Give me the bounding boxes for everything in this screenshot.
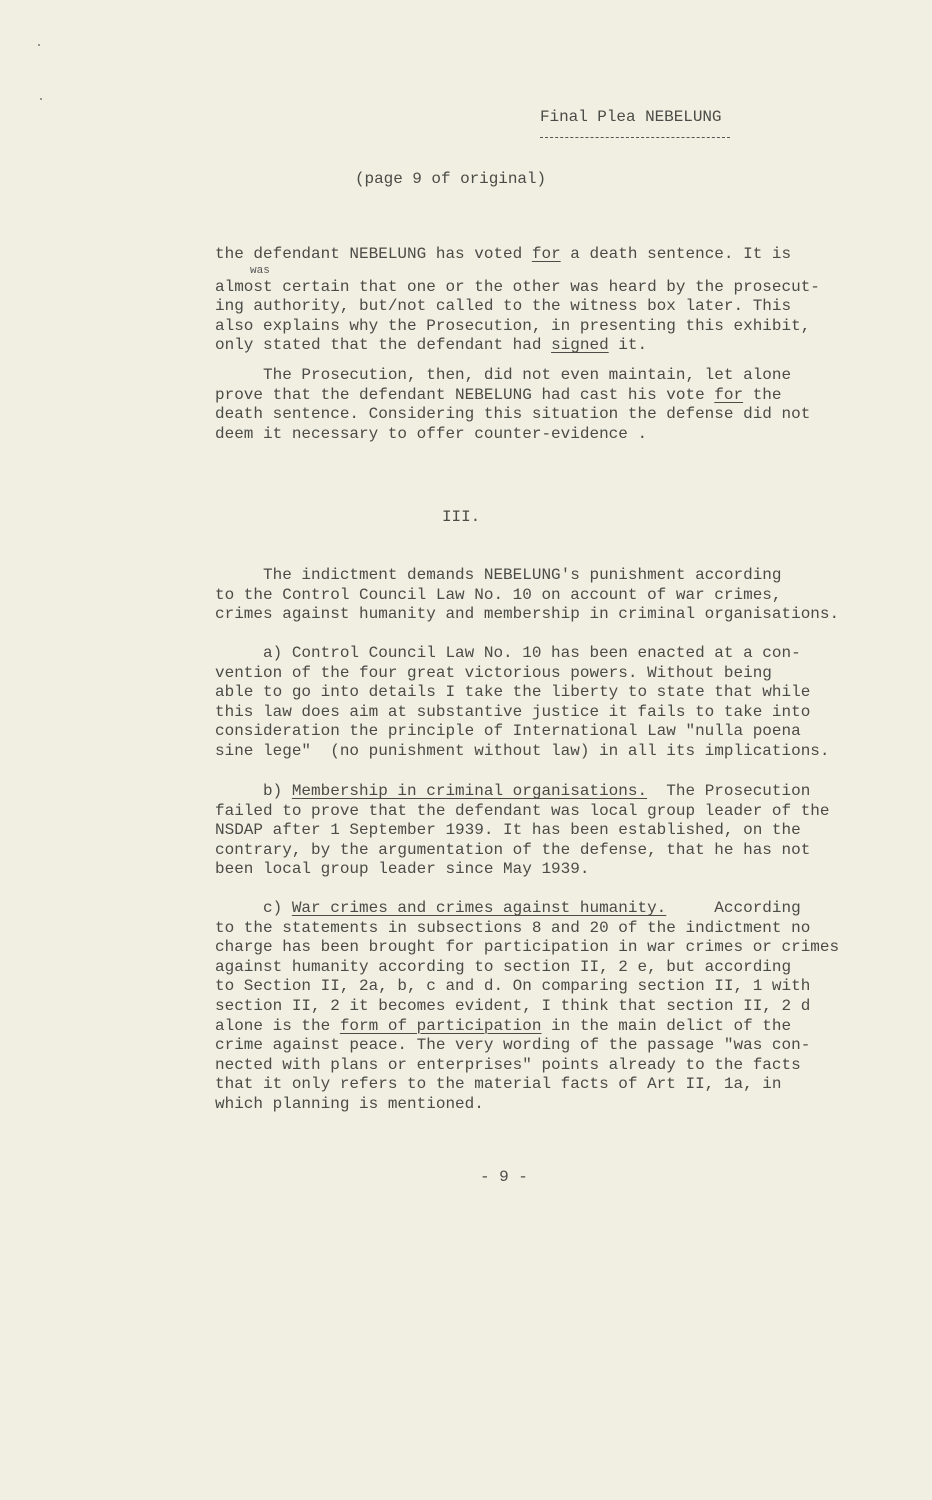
- text-line: [215, 841, 830, 861]
- text-segment: The Prosecution, then, did not even maintain, let alone: [215, 366, 792, 384]
- text-line: [215, 1075, 839, 1095]
- text-segment: section II, 2 it becomes evident, I think that section II, 2 d: [215, 996, 811, 1015]
- underlined-text: War crimes and crimes against humanity.: [291, 899, 667, 917]
- text-segment: the defendant NEBELUNG has voted: [215, 245, 532, 263]
- paragraph-indictment: [215, 566, 839, 625]
- text-segment: The indictment demands NEBELUNG's punishment according: [215, 566, 782, 584]
- paper-speck: [40, 98, 42, 100]
- text-line: [215, 566, 839, 586]
- text-line: [215, 802, 830, 822]
- text-line: [215, 366, 810, 386]
- text-line: [215, 386, 810, 406]
- text-line: [215, 703, 830, 723]
- text-line: [215, 605, 839, 625]
- text-line: [215, 958, 839, 978]
- handwritten-insertion: was: [250, 265, 270, 277]
- text-segment: to the Control Council Law No. 10 on account of war crimes,: [215, 585, 782, 604]
- paragraph-b-membership: [215, 782, 830, 880]
- text-segment: to Section II, 2a, b, c and d. On comparing section II, 1 with: [215, 977, 811, 996]
- text-segment: According: [666, 899, 801, 917]
- text-segment: c): [215, 899, 292, 917]
- text-line: [215, 919, 839, 939]
- paragraph-a-control-council-law: [215, 644, 830, 762]
- text-segment: sine lege" (no punishment without law) in all its implications.: [215, 741, 830, 760]
- text-segment: been local group leader since May 1939.: [215, 860, 590, 879]
- text-segment: The Prosecution: [647, 782, 811, 800]
- paragraph-prosecution: [215, 366, 810, 444]
- text-segment: this law does aim at substantive justice it fails to take into: [215, 702, 811, 721]
- text-segment: charge has been brought for participation in war crimes or crimes: [215, 938, 840, 957]
- text-segment: nected with plans or enterprises" points already to the facts: [215, 1055, 801, 1074]
- text-segment: b): [215, 782, 292, 800]
- header-underline: [540, 137, 730, 138]
- text-segment: it.: [608, 336, 648, 355]
- text-segment: crime against peace. The very wording of the passage "was con-: [215, 1036, 811, 1055]
- text-segment: that it only refers to the material facts of Art II, 1a, in: [215, 1075, 782, 1094]
- underlined-text: for: [714, 385, 744, 404]
- text-line: [215, 1056, 839, 1076]
- text-line: [215, 782, 830, 802]
- text-segment: only stated that the defendant had: [215, 336, 552, 355]
- text-segment: to the statements in subsections 8 and 20 of the indictment no: [215, 918, 811, 937]
- text-segment: a death sentence. It is: [560, 245, 792, 263]
- text-segment: almost certain that one or the other was heard by the prosecut-: [215, 277, 820, 296]
- text-line: [215, 977, 839, 997]
- text-segment: against humanity according to section II, 2 e, but according: [215, 957, 792, 976]
- text-line: [215, 586, 839, 606]
- text-line: [215, 860, 830, 880]
- underlined-text: form of participation: [339, 1016, 542, 1035]
- paragraph-c-war-crimes: [215, 899, 839, 1115]
- text-line: [215, 899, 839, 919]
- text-line: [215, 664, 830, 684]
- page-number: - 9 -: [480, 1168, 528, 1186]
- text-segment: vention of the four great victorious powers. Without being: [215, 663, 772, 682]
- paper-speck: [38, 44, 40, 46]
- text-line: [215, 821, 830, 841]
- text-segment: prove that the defendant NEBELUNG had cast his vote: [215, 385, 715, 404]
- text-segment: ing authority, but/not called to the witness box later. This: [215, 297, 792, 316]
- underlined-text: for: [531, 245, 561, 263]
- text-segment: able to go into details I take the liberty to state that while: [215, 683, 811, 702]
- text-segment: contrary, by the argumentation of the defense, that he has not: [215, 840, 811, 859]
- text-segment: alone is the: [215, 1016, 340, 1035]
- text-line: [215, 297, 820, 317]
- page-of-original: (page 9 of original): [355, 170, 547, 188]
- text-line: [215, 1095, 839, 1115]
- text-line: [215, 683, 830, 703]
- document-header-title: Final Plea NEBELUNG: [540, 108, 722, 126]
- underlined-text: Membership in criminal organisations.: [291, 782, 648, 800]
- text-line: [215, 938, 839, 958]
- text-segment: the: [743, 385, 782, 404]
- text-segment: a) Control Council Law No. 10 has been enacted at a con-: [215, 644, 801, 662]
- text-segment: crimes against humanity and membership in criminal organisations.: [215, 605, 840, 624]
- text-segment: death sentence. Considering this situation the defense did not: [215, 405, 811, 424]
- text-segment: deem it necessary to offer counter-evidence .: [215, 424, 648, 443]
- text-segment: also explains why the Prosecution, in presenting this exhibit,: [215, 316, 811, 335]
- underlined-text: signed: [551, 336, 609, 355]
- text-line: [215, 245, 820, 265]
- text-line: [215, 278, 820, 298]
- text-line: [215, 1017, 839, 1037]
- text-line: [215, 722, 830, 742]
- text-line: [215, 644, 830, 664]
- text-line: [215, 997, 839, 1017]
- text-line: [215, 425, 810, 445]
- paragraph-vote: [215, 245, 820, 356]
- text-line: [215, 742, 830, 762]
- text-line: [215, 1036, 839, 1056]
- section-heading: III.: [442, 508, 481, 526]
- text-segment: failed to prove that the defendant was local group leader of the: [215, 801, 830, 820]
- text-line: [215, 317, 820, 337]
- text-segment: in the main delict of the: [541, 1016, 792, 1035]
- text-line: [215, 336, 820, 356]
- text-segment: which planning is mentioned.: [215, 1094, 484, 1113]
- text-segment: NSDAP after 1 September 1939. It has been established, on the: [215, 821, 801, 840]
- text-segment: consideration the principle of International Law "nulla poena: [215, 722, 801, 741]
- text-line: [215, 405, 810, 425]
